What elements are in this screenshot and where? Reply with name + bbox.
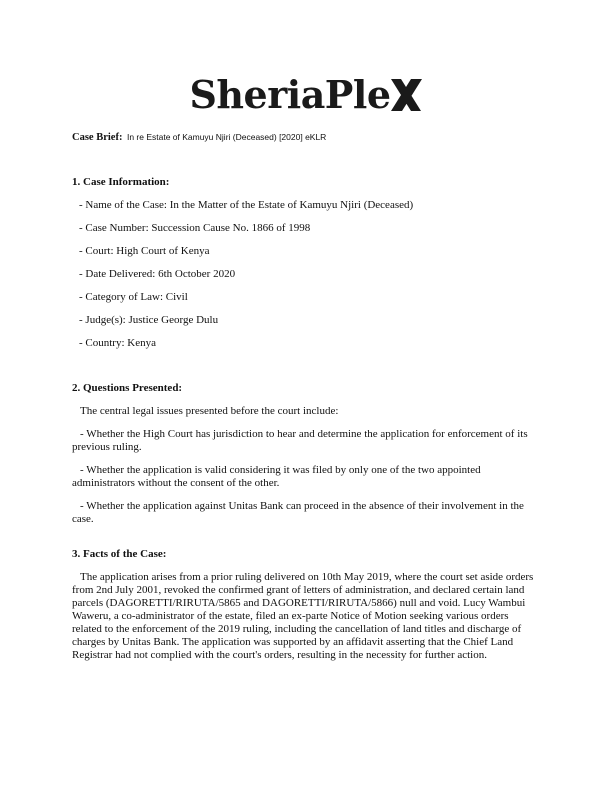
- case-number-item: - Case Number: Succession Cause No. 1866 of 1998: [79, 222, 311, 234]
- facts-paragraph: The application arises from a prior ruling delivered on 10th May 2019, where the court set aside orders from 2nd July 2001, revoked the confirmed grant of letters of administration, and declared certain land parcels (DAGORETTI/RIRUTA/5865 and DAGORETTI/RIRUTA/5866) null and void. Lucy Wambui Waweru, a co-administrator of the estate, filed an ex-parte Notice of Motion seeking various orders related to the enforcement of the 2019 ruling, including the cancellation of land titles and discharge of charges by Unitas Bank. The application was supported by an affidavit asserting that the Chief Land Registrar had not complied with the court's orders, resulting in the necessity for further action.: [72, 571, 534, 661]
- date-delivered-item: - Date Delivered: 6th October 2020: [79, 268, 236, 280]
- logo-wordmark: SheriaPle: [189, 72, 391, 117]
- case-brief-label: Case Brief:: [72, 132, 123, 143]
- case-name-item: - Name of the Case: In the Matter of the Estate of Kamuyu Njiri (Deceased): [79, 199, 414, 211]
- section-questions-presented: [72, 382, 540, 526]
- case-brief-line: [72, 132, 326, 143]
- category-item: - Category of Law: Civil: [79, 291, 188, 303]
- country-item: - Country: Kenya: [79, 337, 156, 349]
- document-body: [72, 176, 540, 672]
- judges-item: - Judge(s): Justice George Dulu: [79, 314, 219, 326]
- case-brief-title: In re Estate of Kamuyu Njiri (Deceased) [2020] eKLR: [126, 132, 327, 142]
- section-heading: 1. Case Information:: [72, 176, 170, 188]
- sheriaplex-logo: [0, 72, 612, 122]
- question-item: - Whether the High Court has jurisdiction to hear and determine the application for enforcement of its previous ruling.: [72, 428, 528, 453]
- logo-x-mark: [389, 77, 423, 113]
- section-case-information: [72, 176, 540, 350]
- question-item: - Whether the application is valid considering it was filed by only one of the two appointed administrators without the consent of the other.: [72, 464, 481, 489]
- court-item: - Court: High Court of Kenya: [79, 245, 210, 257]
- section-heading: 3. Facts of the Case:: [72, 548, 167, 560]
- questions-intro: The central legal issues presented before the court include:: [80, 405, 339, 417]
- section-facts: [72, 548, 540, 662]
- question-item: - Whether the application against Unitas Bank can proceed in the absence of their involvement in the case.: [72, 500, 524, 525]
- section-heading: 2. Questions Presented:: [72, 382, 183, 394]
